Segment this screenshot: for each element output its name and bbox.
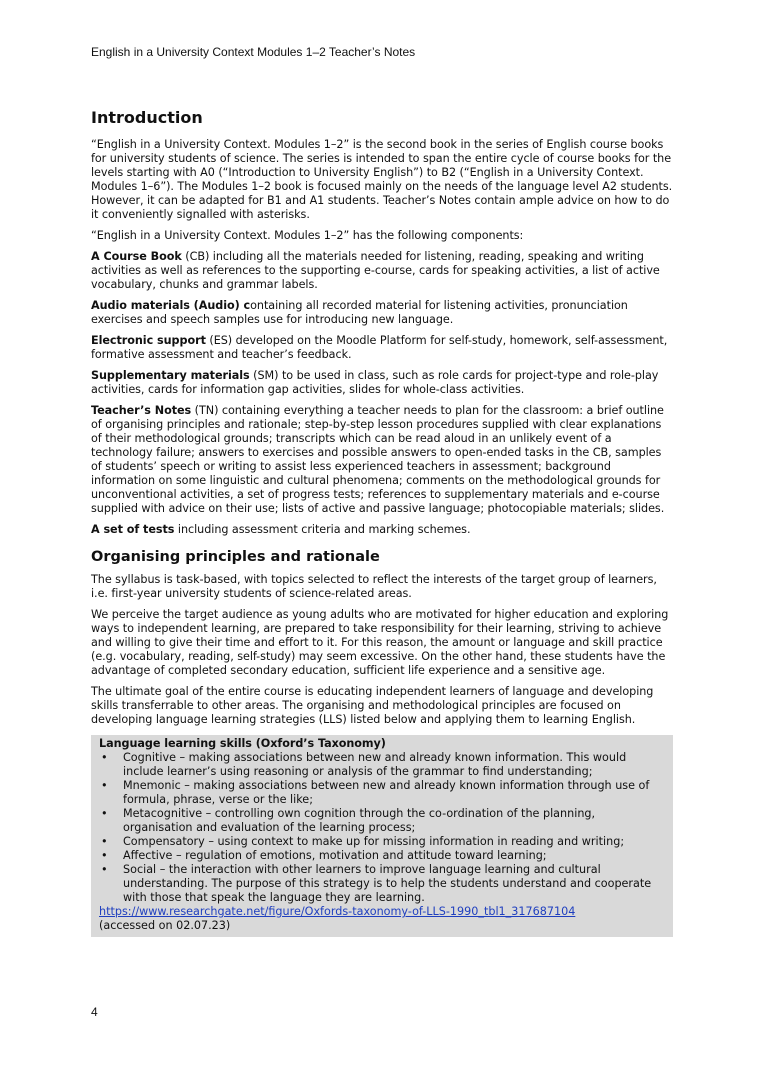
list-item — [99, 863, 665, 905]
bullet-icon: • — [101, 751, 108, 764]
component-term: Teacher’s Notes — [91, 404, 192, 417]
component-text: (CB) including all the materials needed for listening, reading, speaking and writing activities as well as references to the supporting e-course, cards for speaking activities, a list of active vocabulary, chunks and grammar labels. — [91, 250, 660, 291]
organising-heading: Organising principles and rationale — [91, 549, 380, 565]
component-term: Supplementary materials — [91, 369, 250, 382]
bullet-icon: • — [101, 849, 108, 862]
list-item — [99, 807, 665, 835]
component-term: A set of tests — [91, 523, 175, 536]
component-electronic-support — [91, 334, 673, 362]
intro-paragraph: “English in a University Context. Modules 1–2” is the second book in the series of English course books for university students of science. The series is intended to span the entire cycle of course books for the levels starting with A0 (“Introduction to University English”) to B2 (“English in a University Context. Modules 1–6”). The Modules 1–2 book is focused mainly on the needs of the language level A2 students. However, it can be adapted for B1 and A1 students. Teacher’s Notes contain ample advice on how to do it conveniently signalled with asterisks. — [91, 138, 673, 221]
component-text: including assessment criteria and marking schemes. — [174, 523, 471, 536]
component-term: Electronic support — [91, 334, 206, 347]
list-item-text: Compensatory – using context to make up for missing information in reading and writing; — [123, 835, 625, 848]
component-teachers-notes — [91, 404, 673, 516]
component-course-book — [91, 250, 673, 292]
bullet-icon: • — [101, 779, 108, 792]
running-header: English in a University Context Modules 1–2 Teacher’s Notes — [91, 45, 416, 59]
component-supplementary — [91, 369, 673, 397]
component-text: (SM) to be used in class, such as role cards for project-type and role-play activities, cards for information gap activities, slides for whole-class activities. — [91, 369, 659, 396]
introduction-heading: Introduction — [91, 108, 203, 127]
reference-link[interactable]: https://www.researchgate.net/figure/Oxfords-taxonomy-of-LLS-1990_tbl1_317687104 — [99, 905, 576, 918]
list-item — [99, 835, 665, 849]
page-content — [91, 107, 673, 937]
component-text: (ES) developed on the Moodle Platform for self-study, homework, self-assessment, formative assessment and teacher’s feedback. — [91, 334, 668, 361]
list-item — [99, 751, 665, 779]
taxonomy-box — [91, 735, 673, 937]
list-item-text: Social – the interaction with other learners to improve language learning and cultural understanding. The purpose of this strategy is to help the students understand and cooperate with those that speak the language they are learning. — [123, 863, 652, 904]
taxonomy-title: Language learning skills (Oxford’s Taxonomy) — [99, 737, 386, 750]
organising-paragraph-3: The ultimate goal of the entire course is educating independent learners of language and developing skills transferrable to other areas. The organising and methodological principles are focused on developing language learning strategies (LLS) listed below and applying them to learning English. — [91, 685, 654, 726]
list-item-text: Affective – regulation of emotions, motivation and attitude toward learning; — [123, 849, 547, 862]
component-text: (TN) containing everything a teacher needs to plan for the classroom: a brief outline of organising principles and rationale; step-by-step lesson procedures supplied with clear explanations of their methodological grounds; transcripts which can be read aloud in an unlikely event of a technology failure; answers to exercises and possible answers to open-ended tasks in the CB, samples of students’ speech or writing to assist less experienced teachers in assessment; background information on some linguistic and cultural phenomena; comments on the methodological grounds for unconventional activities, a set of progress tests; references to supplementary materials and e-course supplied with advice on their use; lists of active and passive language; photocopiable materials; slides. — [91, 404, 665, 515]
list-item — [99, 849, 665, 863]
taxonomy-list — [99, 751, 665, 905]
list-item-text: Mnemonic – making associations between new and already known information through use of formula, phrase, verse or the like; — [123, 779, 650, 806]
component-term: A Course Book — [91, 250, 182, 263]
list-item-text: Cognitive – making associations between new and already known information. This would include learner’s using reasoning or analysis of the grammar to find understanding; — [123, 751, 627, 778]
component-text: ontaining all recorded material for listening activities, pronunciation exercises and speech samples use for introducing new language. — [91, 299, 628, 326]
organising-paragraph-1: The syllabus is task-based, with topics selected to reflect the interests of the target group of learners, i.e. first-year university students of science-related areas. — [91, 573, 657, 600]
bullet-icon: • — [101, 863, 108, 876]
components-intro: “English in a University Context. Modules 1–2” has the following components: — [91, 229, 524, 242]
component-term: Audio materials (Audio) c — [91, 299, 251, 312]
organising-paragraph-2: We perceive the target audience as young adults who are motivated for higher education and exploring ways to independent learning, are prepared to take responsibility for their learning, striving to achieve and willing to give their time and effort to it. For this reason, the amount or language and skill practice (e.g. vocabulary, reading, self-study) may seem excessive. On the other hand, these students have the advantage of completed secondary education, sufficient life experience and a sensitive age. — [91, 608, 669, 677]
component-audio — [91, 299, 673, 327]
list-item-text: Metacognitive – controlling own cognition through the co-ordination of the planning, organisation and evaluation of the learning process; — [123, 807, 596, 834]
bullet-icon: • — [101, 835, 108, 848]
component-tests — [91, 523, 673, 537]
accessed-date: (accessed on 02.07.23) — [99, 919, 231, 932]
list-item — [99, 779, 665, 807]
page-number: 4 — [91, 1005, 98, 1019]
bullet-icon: • — [101, 807, 108, 820]
